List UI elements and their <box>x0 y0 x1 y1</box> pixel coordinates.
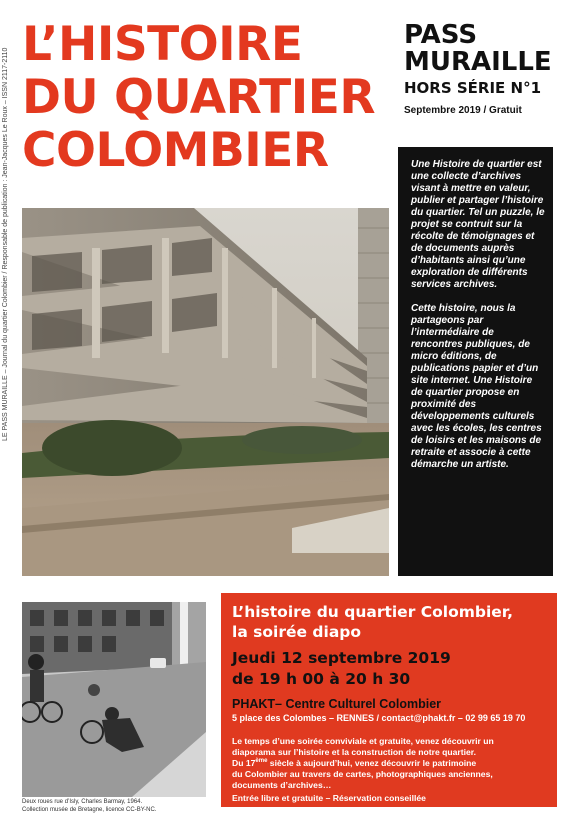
caption-line: Collection musée de Bretagne, licence CC-BY-NC. <box>22 806 157 813</box>
description-line: Le temps d’une soirée conviviale et gratuite, venez découvrir un <box>232 736 494 746</box>
event-venue: PHAKT– Centre Culturel Colombier <box>232 697 442 711</box>
masthead <box>404 22 564 116</box>
title-line: L’HISTOIRE <box>22 17 303 72</box>
event-description <box>232 736 547 791</box>
event-panel <box>221 593 557 807</box>
photo-caption <box>22 799 206 814</box>
publication-credit: LE PASS MURAILLE – Journal du quartier Colombier / Responsable de publication : Jean-Jacques Le Roux – ISSN 2117-2110 <box>2 47 9 441</box>
event-address: 5 place des Colombes – RENNES / contact@phakt.fr – 02 99 65 19 70 <box>232 713 526 723</box>
intro-panel <box>398 147 553 576</box>
intro-paragraph: Une Histoire de quartier est une collecte d’archives visant à mettre en valeur, publier et partager l’histoire du quartier. Tel un puzzle, le projet se contruit sur la récolte de témoignages et de documents auprès d’habitants ainsi qu’une exploration de différents services archives. <box>411 159 545 290</box>
description-line: du Colombier au travers de cartes, photographiques anciennes, <box>232 769 493 779</box>
title-line: DU QUARTIER <box>22 70 376 125</box>
description-line: documents d’archives… <box>232 780 332 790</box>
description-superscript: ème <box>255 758 268 765</box>
title-line: COLOMBIER <box>22 123 329 178</box>
event-title <box>232 602 547 642</box>
building-photo <box>22 208 389 576</box>
intro-paragraph: Cette histoire, nous la partageons par l’intermédiaire de rencontres publiques, de micro éditions, de publications papier et d’un site internet. Une Histoire de quartier propose en proximité des développements culturels avec les écoles, les centres de loisirs et les maisons de retraite et associe à cette démarche un artiste. <box>411 303 542 470</box>
event-datetime <box>232 648 547 690</box>
description-fragment: Du 17 <box>232 758 256 768</box>
street-photo <box>22 602 206 797</box>
event-title-line: la soirée diapo <box>232 623 362 641</box>
publication-name <box>404 22 564 76</box>
publication-name-line: MURAILLE <box>404 47 552 77</box>
description-line: diaporama sur l’histoire et la construction de notre quartier. <box>232 747 477 757</box>
issue-date: Septembre 2019 / Gratuit <box>404 105 522 116</box>
event-date: Jeudi 12 septembre 2019 <box>232 649 451 667</box>
event-title-line: L’histoire du quartier Colombier, <box>232 603 514 621</box>
page-title <box>22 18 375 177</box>
issue-series: HORS SÉRIE N°1 <box>404 79 542 97</box>
caption-line: Deux roues rue d’Isly, Charles Barmay, 1964. <box>22 799 143 805</box>
event-entry-note: Entrée libre et gratuite – Réservation conseillée <box>232 793 426 803</box>
description-line <box>232 758 547 769</box>
event-time: de 19 h 00 à 20 h 30 <box>232 670 411 688</box>
publication-name-line: PASS <box>404 20 478 50</box>
description-fragment: siècle à aujourd’hui, venez découvrir le patrimoine <box>267 758 477 768</box>
